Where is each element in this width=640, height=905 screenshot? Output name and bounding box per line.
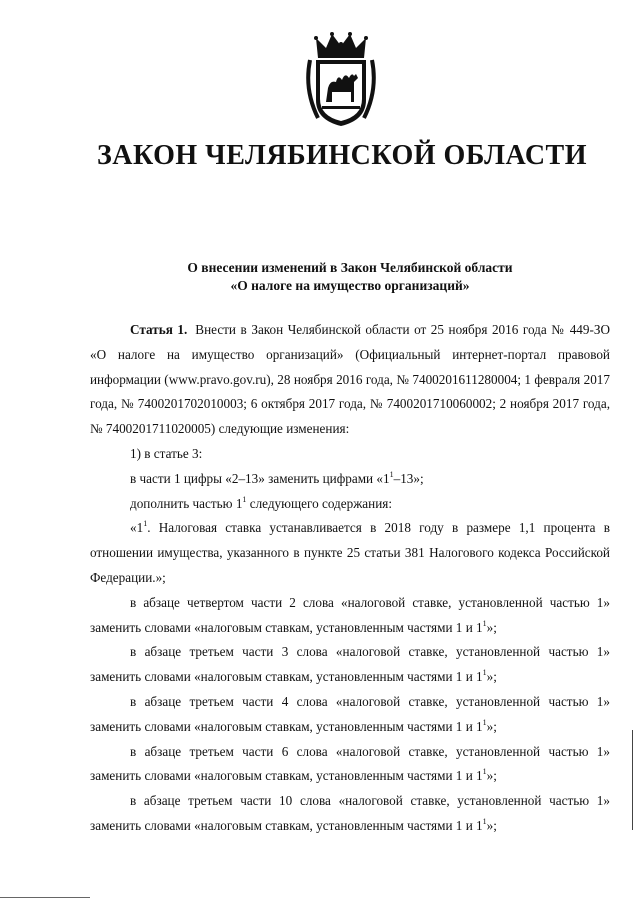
law-body	[90, 318, 610, 839]
new-part-text: «$1^1$. Налоговая ставка устанавливается в 2018 году в размере 1,1 процента в отношении имущества, указанного в пункте 25 статьи 381 Налогового кодекса Российской Федерации.»;	[90, 519, 610, 585]
amendment-paragraph: в абзаце третьем части 10 слова «налоговой ставке, установленной частью 1» заменить словами «налоговым ставкам, установленным частями 1 и $1^1$»;	[90, 793, 610, 833]
article-label: Статья 1.	[130, 322, 188, 337]
article-intro-text: Внести в Закон Челябинской области от 25 ноября 2016 года № 449-ЗО «О налоге на имущество организаций» (Официальный интернет-портал правовой информации (www.pravo.gov.ru), 28 ноября 2016 года, № 7400201611280004; 1 февраля 2017 года, № 7400201702010003; 6 октября 2017 года, № 7400201710060002; 2 ноября 2017 года, № 7400201711020005) следующие изменения:	[90, 322, 611, 437]
footer-rule	[0, 897, 90, 898]
law-subject	[0, 259, 640, 295]
amendment-paragraph: в абзаце третьем части 6 слова «налоговой ставке, установленной частью 1» заменить словами «налоговым ставкам, установленным частями 1 и $1^1$»;	[90, 743, 610, 784]
law-title: ЗАКОН ЧЕЛЯБИНСКОЙ ОБЛАСТИ	[96, 140, 588, 171]
scan-edge-line	[632, 730, 633, 830]
article-1-intro	[90, 318, 610, 442]
chelyabinsk-coat-of-arms-icon	[304, 30, 378, 130]
add-part-clause: дополнить частью $1^1$ следующего содержания:	[130, 494, 392, 511]
part-1-change: в части 1 цифры «2–13» заменить цифрами «$1^1-13$»;	[130, 469, 424, 486]
item-1: 1) в статье 3:	[130, 445, 203, 461]
subject-line-1: О внесении изменений в Закон Челябинской области	[187, 260, 513, 275]
amendment-paragraph: в абзаце третьем части 4 слова «налоговой ставке, установленной частью 1» заменить словами «налоговым ставкам, установленным частями 1 и $1^1$»;	[90, 693, 610, 734]
subject-line-2: «О налоге на имущество организаций»	[230, 278, 470, 293]
amendment-paragraph: в абзаце четвертом части 2 слова «налоговой ставке, установленной частью 1» заменить словами «налоговым ставкам, установленным частями 1 и $1^1$»;	[90, 594, 610, 635]
amendment-paragraph: в абзаце третьем части 3 слова «налоговой ставке, установленной частью 1» заменить словами «налоговым ставкам, установленным частями 1 и $1^1$»;	[90, 644, 610, 685]
